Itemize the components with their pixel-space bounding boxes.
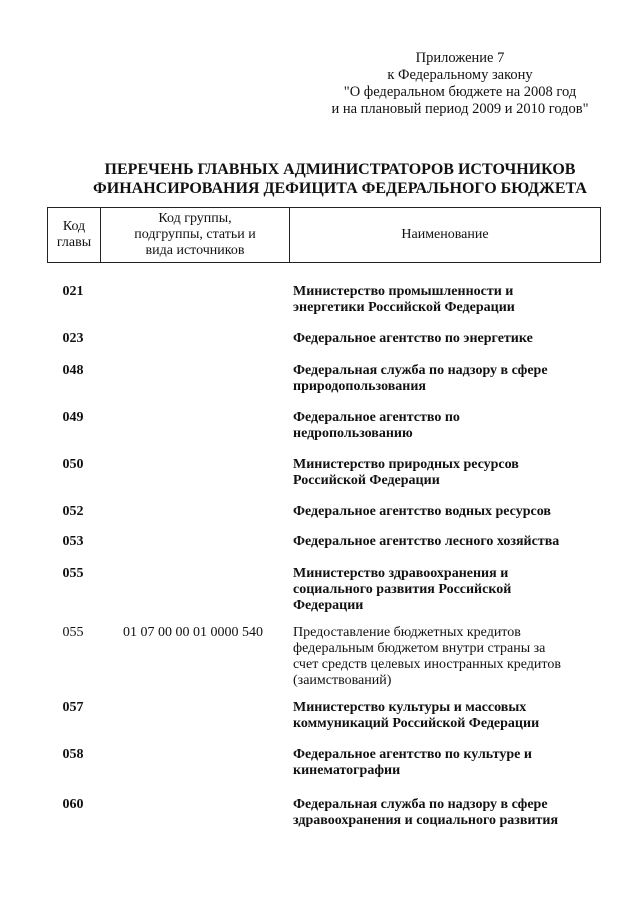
row-source-code bbox=[99, 797, 287, 829]
row-chapter-code: 060 bbox=[62, 797, 84, 812]
title-line: ПЕРЕЧЕНЬ ГЛАВНЫХ АДМИНИСТРАТОРОВ ИСТОЧНИКОВ bbox=[104, 161, 576, 178]
row-name-line: Федеральное агентство водных ресурсов bbox=[293, 504, 551, 519]
row-source-code bbox=[99, 410, 287, 442]
row-name bbox=[293, 700, 593, 732]
header-name-cell bbox=[290, 208, 601, 263]
row-chapter-code: 049 bbox=[62, 410, 84, 425]
row-name-line: Федеральная служба по надзору в сфере bbox=[293, 797, 548, 812]
header-group-line: подгруппы, статьи и bbox=[134, 227, 256, 242]
row-source-code bbox=[99, 566, 287, 614]
row-name-line: Федеральное агентство по энергетике bbox=[293, 331, 533, 346]
row-name bbox=[293, 534, 593, 550]
row-name-line: Министерство природных ресурсов bbox=[293, 457, 519, 472]
row-chapter-code: 057 bbox=[62, 700, 84, 715]
row-name bbox=[293, 797, 593, 829]
row-source-code bbox=[99, 284, 287, 316]
table-row bbox=[47, 410, 601, 442]
row-name-line: природопользования bbox=[293, 379, 426, 394]
table-row bbox=[47, 504, 601, 520]
row-name-line: федеральным бюджетом внутри страны за bbox=[293, 641, 546, 656]
row-name bbox=[293, 566, 593, 614]
table-row bbox=[47, 457, 601, 489]
row-source-code bbox=[99, 363, 287, 395]
appendix-note bbox=[300, 50, 620, 118]
row-name-line: кинематографии bbox=[293, 763, 401, 778]
table-row bbox=[47, 331, 601, 347]
row-chapter-code: 052 bbox=[62, 504, 84, 519]
row-name bbox=[293, 331, 593, 347]
document-title bbox=[40, 160, 640, 198]
table-row bbox=[47, 625, 601, 689]
row-name-line: Федеральное агентство по культуре и bbox=[293, 747, 532, 762]
appendix-line: к Федеральному закону bbox=[387, 67, 533, 83]
row-name bbox=[293, 284, 593, 316]
row-source-code bbox=[99, 700, 287, 732]
header-group-cell bbox=[101, 208, 290, 263]
header-group-line: вида источников bbox=[145, 243, 245, 258]
table-header bbox=[47, 207, 601, 263]
row-name-line: социального развития Российской bbox=[293, 582, 512, 597]
row-chapter-code: 055 bbox=[62, 625, 84, 640]
row-name-line: Министерство промышленности и bbox=[293, 284, 514, 299]
header-code-line: главы bbox=[56, 235, 92, 250]
header-code-line: Код bbox=[62, 219, 86, 234]
row-name bbox=[293, 625, 593, 689]
table-row bbox=[47, 566, 601, 614]
row-source-code bbox=[99, 747, 287, 779]
row-name bbox=[293, 747, 593, 779]
appendix-line: "О федеральном бюджете на 2008 год bbox=[343, 84, 577, 100]
row-name-line: счет средств целевых иностранных кредитов bbox=[293, 657, 561, 672]
header-group-line: Код группы, bbox=[158, 211, 232, 226]
row-chapter-code: 050 bbox=[62, 457, 84, 472]
row-name-line: недропользованию bbox=[293, 426, 413, 441]
row-name-line: Федерации bbox=[293, 598, 364, 613]
row-name bbox=[293, 363, 593, 395]
row-chapter-code: 058 bbox=[62, 747, 84, 762]
row-name bbox=[293, 410, 593, 442]
table-row bbox=[47, 700, 601, 732]
header-code-cell bbox=[48, 208, 101, 263]
row-source-code bbox=[99, 331, 287, 347]
table-row bbox=[47, 747, 601, 779]
table-row bbox=[47, 284, 601, 316]
row-name-line: Министерство культуры и массовых bbox=[293, 700, 527, 715]
row-name-line: (заимствований) bbox=[293, 673, 392, 688]
title-line: ФИНАНСИРОВАНИЯ ДЕФИЦИТА ФЕДЕРАЛЬНОГО БЮДЖЕТА bbox=[93, 180, 587, 197]
row-source-code bbox=[99, 457, 287, 489]
row-source-code bbox=[99, 504, 287, 520]
row-chapter-code: 053 bbox=[62, 534, 84, 549]
appendix-line: Приложение 7 bbox=[415, 50, 505, 66]
row-name-line: здравоохранения и социального развития bbox=[293, 813, 559, 828]
table-row bbox=[47, 363, 601, 395]
row-name-line: Федеральное агентство лесного хозяйства bbox=[293, 534, 560, 549]
row-source-code: 01 07 00 00 01 0000 540 bbox=[123, 625, 263, 640]
row-name bbox=[293, 504, 593, 520]
row-name-line: энергетики Российской Федерации bbox=[293, 300, 515, 315]
row-chapter-code: 023 bbox=[62, 331, 84, 346]
row-name-line: коммуникаций Российской Федерации bbox=[293, 716, 540, 731]
row-name-line: Предоставление бюджетных кредитов bbox=[293, 625, 521, 640]
row-chapter-code: 055 bbox=[62, 566, 84, 581]
table-row bbox=[47, 797, 601, 829]
table-row bbox=[47, 534, 601, 550]
row-chapter-code: 048 bbox=[62, 363, 84, 378]
row-name-line: Федеральная служба по надзору в сфере bbox=[293, 363, 548, 378]
row-name-line: Министерство здравоохранения и bbox=[293, 566, 509, 581]
row-name-line: Федеральное агентство по bbox=[293, 410, 460, 425]
header-name-label: Наименование bbox=[401, 227, 489, 242]
row-source-code bbox=[99, 534, 287, 550]
row-name bbox=[293, 457, 593, 489]
appendix-line: и на плановый период 2009 и 2010 годов" bbox=[331, 101, 589, 117]
row-name-line: Российской Федерации bbox=[293, 473, 440, 488]
row-chapter-code: 021 bbox=[62, 284, 84, 299]
